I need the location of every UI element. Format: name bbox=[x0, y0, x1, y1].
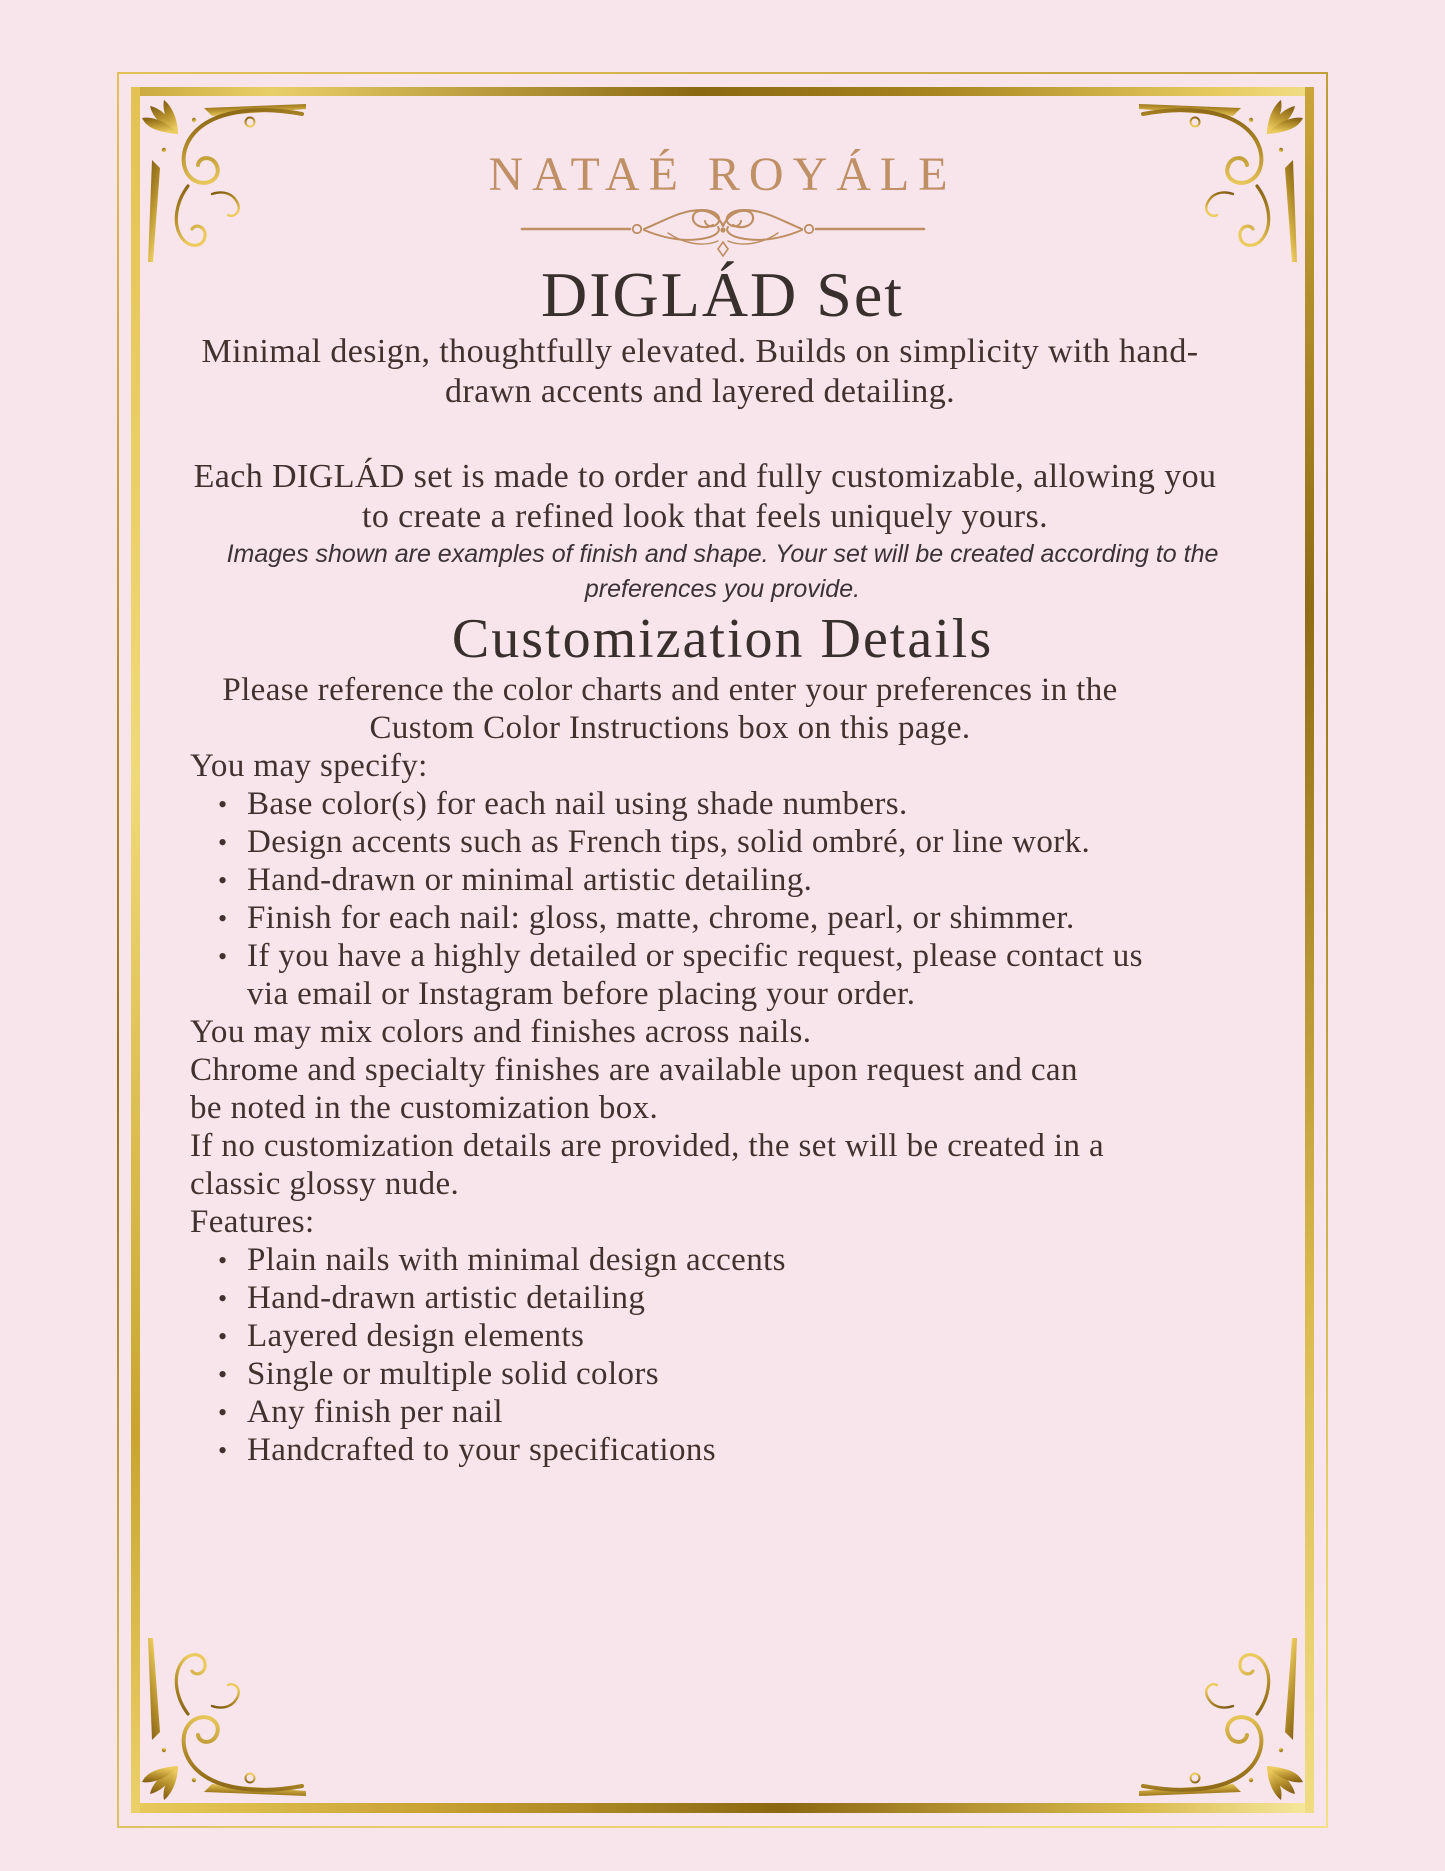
divider-flourish-icon bbox=[518, 200, 928, 258]
corner-flourish-icon bbox=[142, 1634, 310, 1802]
disclaimer-note: Images shown are examples of finish and shape. Your set will be created according to the preferences you provide. bbox=[226, 540, 1219, 603]
list-item: • If you have a highly detailed or specific request, please contact us via email or Instagram before placing your order. bbox=[247, 937, 1177, 1013]
chrome-note: Chrome and specialty finishes are available upon request and can be noted in the customization box. bbox=[190, 1052, 1078, 1126]
list-item: • Single or multiple solid colors bbox=[247, 1355, 1255, 1393]
list-item: • Finish for each nail: gloss, matte, chrome, pearl, or shimmer. bbox=[247, 899, 1255, 937]
intro-paragraph: Minimal design, thoughtfully elevated. Builds on simplicity with hand-drawn accents and layered detailing. bbox=[201, 333, 1199, 410]
customization-intro: Please reference the color charts and enter your preferences in the Custom Color Instructions box on this page. bbox=[222, 672, 1118, 746]
intro-paragraph: Each DIGLÁD set is made to order and fully customizable, allowing you to create a refined look that feels uniquely yours. bbox=[193, 458, 1217, 535]
list-item: • Base color(s) for each nail using shade numbers. bbox=[247, 785, 1255, 823]
corner-flourish-icon bbox=[1135, 1634, 1303, 1802]
list-item: • Hand-drawn or minimal artistic detailing. bbox=[247, 861, 1255, 899]
gold-band-left bbox=[131, 87, 140, 1813]
product-title: DIGLÁD Set bbox=[540, 259, 905, 330]
brand-name: NATAÉ ROYÁLE bbox=[488, 148, 957, 201]
gold-band-right bbox=[1305, 87, 1314, 1813]
features-list bbox=[190, 1241, 1255, 1469]
list-item: • Any finish per nail bbox=[247, 1393, 1255, 1431]
specify-list bbox=[190, 785, 1255, 1013]
list-item: • Handcrafted to your specifications bbox=[247, 1431, 1255, 1469]
flyer-content bbox=[190, 0, 1255, 1469]
gold-band-bottom bbox=[131, 1803, 1314, 1813]
specify-label: You may specify: bbox=[190, 748, 428, 784]
default-note: If no customization details are provided, the set will be created in a classic glossy nude. bbox=[190, 1128, 1105, 1202]
mix-note: You may mix colors and finishes across nails. bbox=[190, 1014, 812, 1050]
list-item: • Design accents such as French tips, solid ombré, or line work. bbox=[247, 823, 1255, 861]
list-item: • Layered design elements bbox=[247, 1317, 1255, 1355]
section-heading: Customization Details bbox=[451, 608, 994, 670]
list-item: • Plain nails with minimal design accents bbox=[247, 1241, 1255, 1279]
list-item: • Hand-drawn artistic detailing bbox=[247, 1279, 1255, 1317]
features-label: Features: bbox=[190, 1204, 315, 1240]
